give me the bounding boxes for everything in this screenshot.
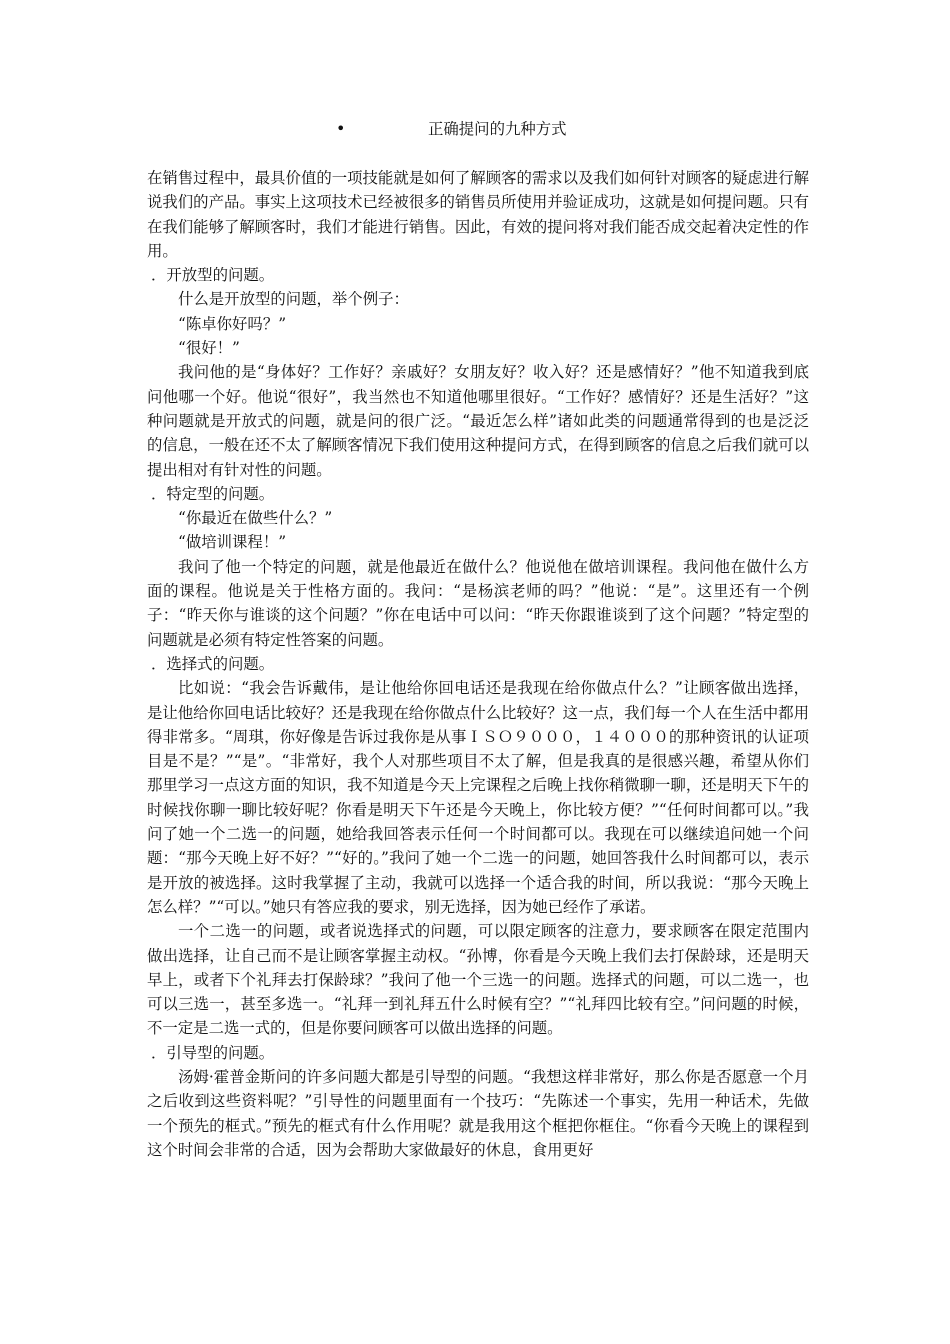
dialogue-line: “你最近在做些什么？”	[178, 509, 333, 528]
paragraph: 一个二选一的问题，或者说选择式的问题，可以限定顾客的注意力，要求顾客在限定范围内做出选择，让自己而不是让顾客掌握主动权。“孙博，你看是今天晚上我们去打保龄球，还是明天早上，或者下个礼拜去打保龄球？”我问了他一个三选一的问题。选择式的问题，可以二选一，也可以三选一，甚至多选一。“礼拜一到礼拜五什么时候有空？”“礼拜四比较有空。”问问题的时候，不一定是二选一式的，但是你要问顾客可以做出选择的问题。	[147, 922, 809, 1038]
dialogue-line: “很好！”	[178, 339, 240, 358]
section-heading-leading: ．引导型的问题。	[151, 1043, 275, 1062]
dialogue-line: “做培训课程！”	[178, 533, 287, 552]
intro-paragraph: 在销售过程中，最具价值的一项技能就是如何了解顾客的需求以及我们如何针对顾客的疑虑进行解说我们的产品。事实上这项技术已经被很多的销售员所使用并验证成功，这就是如何提问题。只有在我们能够了解顾客时，我们才能进行销售。因此，有效的提问将对我们能否成交起着决定性的作用。	[147, 169, 809, 260]
section-heading-specific: ．特定型的问题。	[151, 484, 275, 503]
title-row	[0, 117, 950, 141]
section-heading-choice: ．选择式的问题。	[151, 654, 275, 673]
document-body	[147, 166, 809, 1162]
section-heading-open: ．开放型的问题。	[151, 266, 275, 285]
bullet-icon: •	[336, 119, 346, 138]
paragraph: 我问了他一个特定的问题，就是他最近在做什么？他说他在做培训课程。我问他在做什么方面的课程。他说是关于性格方面的。我问：“是杨滨老师的吗？”他说：“是”。这里还有一个例子：“昨天你与谁谈的这个问题？”你在电话中可以问：“昨天你跟谁谈到了这个问题？”特定型的问题就是必须有特定性答案的问题。	[147, 557, 809, 649]
dialogue-line: “陈卓你好吗？”	[178, 314, 287, 333]
paragraph: 比如说：“我会告诉戴伟，是让他给你回电话还是我现在给你做点什么？”让顾客做出选择，是让他给你回电话比较好？还是我现在给你做点什么比较好？这一点，我们每一个人在生活中都用得非常多。“周琪，你好像是告诉过我你是从事ＩＳＯ９０００，１４０００的那种资讯的认证项目是不是？”“是”。“非常好，我个人对那些项目不太了解，但是我真的是很感兴趣，希望从你们那里学习一点这方面的知识，我不知道是今天上完课程之后晚上找你稍微聊一聊，还是明天下午的时候找你聊一聊比较好呢？你看是明天下午还是今天晚上，你比较方便？”“任何时间都可以。”我问了她一个二选一的问题，她给我回答表示任何一个时间都可以。我现在可以继续追问她一个问题：“那今天晚上好不好？”“好的。”我问了她一个二选一的问题，她回答我什么时间都可以，表示是开放的被选择。这时我掌握了主动，我就可以选择一个适合我的时间，所以我说：“那今天晚上怎么样？”“可以。”她只有答应我的要求，别无选择，因为她已经作了承诺。	[147, 679, 809, 916]
paragraph: 什么是开放型的问题，举个例子：	[178, 290, 409, 309]
paragraph: 汤姆·霍普金斯问的许多问题大都是引导型的问题。“我想这样非常好，那么你是否愿意一个月之后收到这些资料呢？”引导性的问题里面有一个技巧：“先陈述一个事实，先用一种话术，先做一个预先的框式。”预先的框式有什么作用呢？就是我用这个框把你框住。“你看今天晚上的课程到这个时间会非常的合适，因为会帮助大家做最好的休息，食用更好	[147, 1067, 809, 1159]
paragraph: 我问他的是“身体好？工作好？亲戚好？女朋友好？收入好？还是感情好？”他不知道我到底问他哪一个好。他说“很好”，我当然也不知道他哪里很好。“工作好？感情好？还是生活好？”这种问题就是开放式的问题，就是问的很广泛。“最近怎么样”诸如此类的问题通常得到的也是泛泛的信息，一般在还不太了解顾客情况下我们使用这种提问方式，在得到顾客的信息之后我们就可以提出相对有针对性的问题。	[147, 363, 809, 479]
page-title: 正确提问的九种方式	[428, 120, 567, 138]
